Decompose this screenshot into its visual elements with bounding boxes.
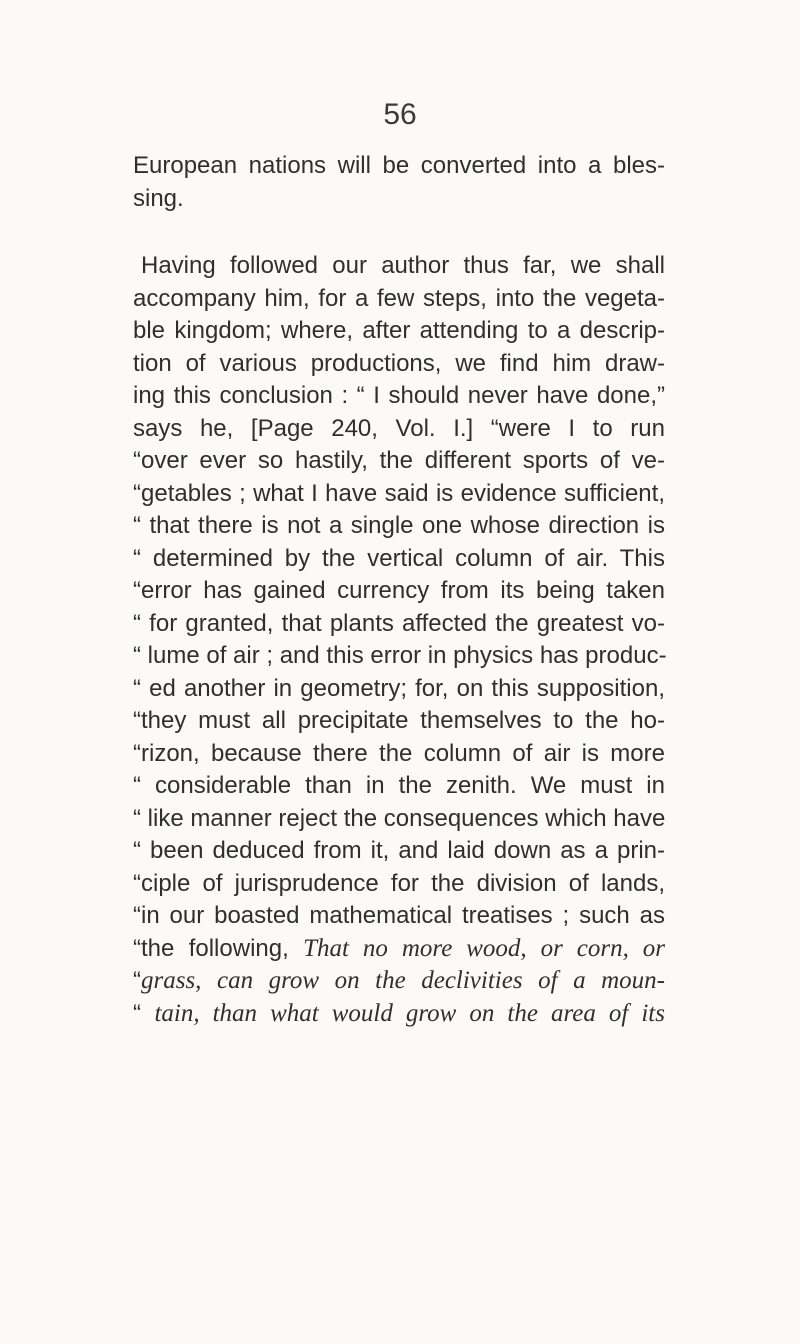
text-line: “they must all precipitate themselves to the ho- bbox=[133, 707, 665, 734]
text-line: ing this conclusion : “ I should never have done,” bbox=[133, 382, 665, 409]
text-line: “getables ; what I have said is evidence sufficient, bbox=[133, 479, 665, 507]
text-line: says he, [Page 240, Vol. I.] “were I to run bbox=[133, 414, 665, 442]
text-line: ble kingdom; where, after attending to a descrip- bbox=[133, 317, 665, 344]
text-line: “error has gained currency from its being taken bbox=[133, 577, 665, 604]
page-number: 56 bbox=[383, 98, 417, 131]
italic-fragment: grass, can grow on the declivities of a moun- bbox=[141, 967, 665, 994]
text-line: accompany him, for a few steps, into the vegeta- bbox=[133, 284, 665, 312]
text-line: “ like manner reject the consequences which have bbox=[133, 804, 666, 832]
text-line: “rizon, because there the column of air is more bbox=[133, 739, 665, 767]
italic-fragment: That no more wood, or corn, or bbox=[303, 934, 665, 962]
text-line-italic bbox=[133, 965, 665, 998]
text-line: “ considerable than in the zenith. We must in bbox=[133, 772, 665, 799]
text-line: “in our boasted mathematical treatises ; such as bbox=[133, 902, 665, 929]
text-fragment: “ bbox=[133, 999, 155, 1027]
text-line: “ lume of air ; and this error in physics has produc- bbox=[133, 642, 667, 669]
text-line: “ been deduced from it, and laid down as a prin- bbox=[133, 837, 665, 864]
text-line-italic bbox=[133, 933, 665, 966]
text-line-italic bbox=[133, 998, 665, 1031]
text-line: “ determined by the vertical column of air. This bbox=[133, 544, 665, 572]
text-line: sing. bbox=[133, 184, 184, 212]
paragraph-1 bbox=[133, 150, 665, 215]
text-fragment: “the following, bbox=[133, 934, 304, 962]
text-line: tion of various productions, we find him draw- bbox=[133, 349, 665, 377]
text-line: Having followed our author thus far, we shall bbox=[141, 252, 665, 279]
text-line: European nations will be converted into a bles- bbox=[133, 152, 665, 179]
text-line: “ for granted, that plants affected the greatest vo- bbox=[133, 609, 665, 637]
text-fragment: “ bbox=[133, 967, 141, 994]
text-line: “ciple of jurisprudence for the division of lands, bbox=[133, 869, 665, 897]
italic-fragment: tain, than what would grow on the area of its bbox=[154, 999, 665, 1027]
paragraph-2 bbox=[133, 250, 665, 1030]
text-line: “ that there is not a single one whose direction is bbox=[133, 512, 665, 539]
text-line: “ ed another in geometry; for, on this supposition, bbox=[133, 674, 665, 702]
text-line: “over ever so hastily, the different sports of ve- bbox=[133, 447, 665, 474]
